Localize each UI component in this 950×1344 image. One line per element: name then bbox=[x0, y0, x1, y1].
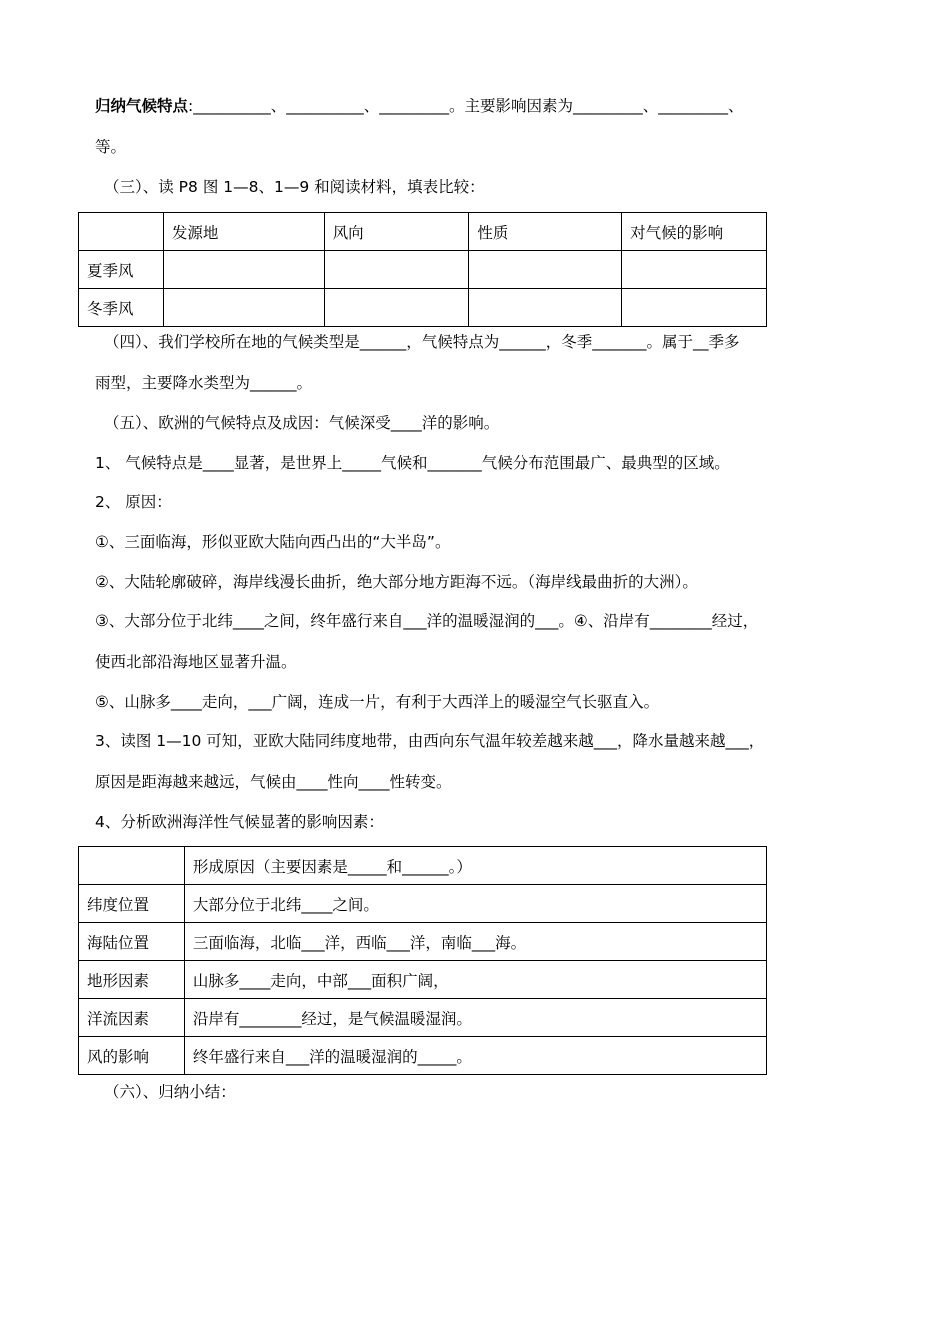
table-header-cell: 风向 bbox=[324, 213, 469, 251]
summary-blanks: :__________、__________、_________。主要影响因素为_________、_________、 bbox=[188, 97, 744, 115]
table-header-cell: 对气候的影响 bbox=[622, 213, 767, 251]
row-label: 冬季风 bbox=[79, 289, 164, 327]
table-cell: 沿岸有________经过，是气候温暖湿润。 bbox=[184, 999, 766, 1037]
table-row bbox=[79, 961, 767, 999]
section-3-heading: （三）、读 P8 图 1—8、1—9 和阅读材料，填表比较： bbox=[104, 178, 485, 196]
row-label: 夏季风 bbox=[79, 251, 164, 289]
table-cell[interactable] bbox=[324, 289, 469, 327]
summary-climate-line bbox=[95, 96, 744, 116]
row-label: 海陆位置 bbox=[79, 923, 185, 961]
table-row bbox=[79, 885, 767, 923]
factors-table bbox=[78, 846, 767, 1075]
reason-3-4: ③、大部分位于北纬____之间，终年盛行来自___洋的温暖湿润的___。④、沿岸有________经过， bbox=[95, 612, 759, 630]
section-4-line-1: （四）、我们学校所在地的气候类型是______，气候特点为______，冬季_______。属于__季多 bbox=[104, 333, 740, 351]
reason-4-continuation: 使西北部沿海地区显著升温。 bbox=[95, 653, 297, 671]
table-cell: 山脉多____走向，中部___面积广阔， bbox=[184, 961, 766, 999]
reason-2: ②、大陆轮廓破碎，海岸线漫长曲折，绝大部分地方距海不远。（海岸线最曲折的大洲）。 bbox=[95, 573, 698, 591]
row-label: 风的影响 bbox=[79, 1037, 185, 1075]
row-label: 洋流因素 bbox=[79, 999, 185, 1037]
summary-continuation: 等。 bbox=[95, 138, 127, 156]
table-header-cell bbox=[79, 847, 185, 885]
table-cell[interactable] bbox=[469, 251, 622, 289]
table-cell[interactable] bbox=[622, 289, 767, 327]
item-1-climate-features: 1、 气候特点是____显著，是世界上_____气候和_______气候分布范围最广、最典型的区域。 bbox=[95, 454, 730, 472]
table-cell[interactable] bbox=[469, 289, 622, 327]
table-cell: 终年盛行来自___洋的温暖湿润的_____。 bbox=[184, 1037, 766, 1075]
item-2-reasons: 2、 原因： bbox=[95, 493, 172, 511]
table-cell: 三面临海，北临___洋，西临___洋，南临___海。 bbox=[184, 923, 766, 961]
section-4-line-2: 雨型，主要降水类型为______。 bbox=[95, 374, 313, 392]
table-header-row bbox=[79, 847, 767, 885]
row-label: 纬度位置 bbox=[79, 885, 185, 923]
section-5-heading: （五）、欧洲的气候特点及成因：气候深受____洋的影响。 bbox=[104, 414, 500, 432]
reason-1: ①、三面临海，形似亚欧大陆向西凸出的“大半岛”。 bbox=[95, 533, 451, 551]
table-header-row bbox=[79, 213, 767, 251]
table-header-cell bbox=[79, 213, 164, 251]
item-3-line-2: 原因是距海越来越远，气候由____性向____性转变。 bbox=[95, 773, 452, 791]
item-3-line-1: 3、读图 1—10 可知，亚欧大陆同纬度地带，由西向东气温年较差越来越___，降水量越来越___， bbox=[95, 732, 765, 750]
item-4-heading: 4、分析欧洲海洋性气候显著的影响因素： bbox=[95, 813, 384, 831]
table-cell: 大部分位于北纬____之间。 bbox=[184, 885, 766, 923]
table-row bbox=[79, 289, 767, 327]
table-cell[interactable] bbox=[163, 289, 324, 327]
table-header-cell: 性质 bbox=[469, 213, 622, 251]
table-cell[interactable] bbox=[324, 251, 469, 289]
summary-label: 归纳气候特点 bbox=[95, 97, 189, 115]
table-row bbox=[79, 923, 767, 961]
table-header-cell: 发源地 bbox=[163, 213, 324, 251]
row-label: 地形因素 bbox=[79, 961, 185, 999]
table-row bbox=[79, 999, 767, 1037]
table-header-cell: 形成原因（主要因素是_____和______。） bbox=[184, 847, 766, 885]
reason-5: ⑤、山脉多____走向，___广阔，连成一片，有利于大西洋上的暖湿空气长驱直入。 bbox=[95, 693, 660, 711]
monsoon-comparison-table bbox=[78, 212, 767, 327]
table-cell[interactable] bbox=[163, 251, 324, 289]
table-row bbox=[79, 1037, 767, 1075]
table-row bbox=[79, 251, 767, 289]
table-cell[interactable] bbox=[622, 251, 767, 289]
section-6-heading: （六）、归纳小结： bbox=[104, 1083, 236, 1101]
